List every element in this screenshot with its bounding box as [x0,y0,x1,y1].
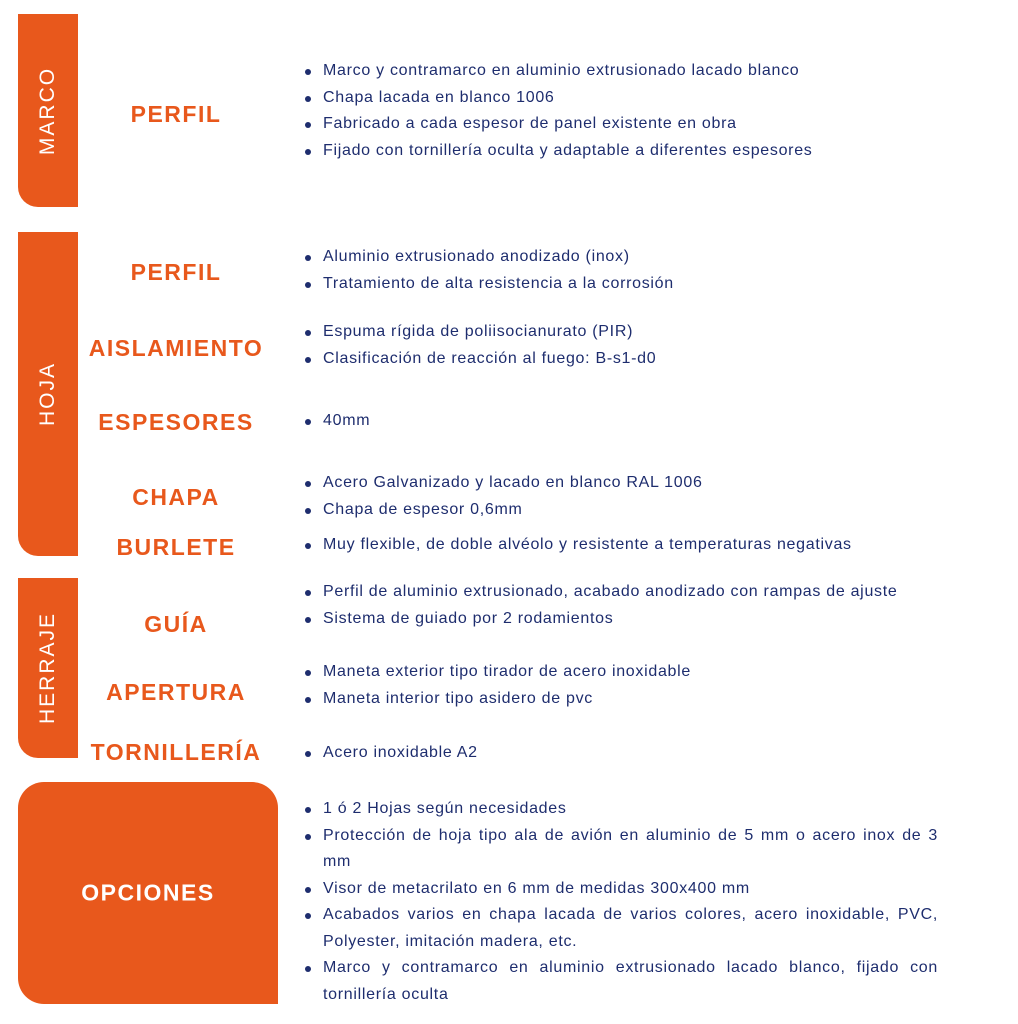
list-item: Marco y contramarco en aluminio extrusionado lacado blanco [302,58,938,85]
section-label-hoja: HOJA [36,361,59,427]
list-marco-perfil [302,58,938,164]
list-hoja-espesores [302,408,938,435]
list-item: Aluminio extrusionado anodizado (inox) [302,244,938,271]
section-box-opciones [18,782,278,1004]
category-herraje-tornilleria: TORNILLERÍA [90,739,262,765]
category-herraje-apertura: APERTURA [106,679,246,705]
list-item: Maneta exterior tipo tirador de acero inoxidable [302,659,938,686]
list-item: Fijado con tornillería oculta y adaptable a diferentes espesores [302,138,938,165]
category-hoja-burlete: BURLETE [116,534,236,560]
list-item: Maneta interior tipo asidero de pvc [302,686,938,713]
list-item: Chapa lacada en blanco 1006 [302,85,938,112]
section-label-opciones: OPCIONES [81,879,215,906]
list-item: Espuma rígida de poliisocianurato (PIR) [302,319,938,346]
list-herraje-guia [302,579,938,632]
list-item: Tratamiento de alta resistencia a la corrosión [302,271,938,298]
category-herraje-guia: GUÍA [144,611,208,637]
category-hoja-perfil: PERFIL [130,259,222,285]
category-hoja-espesores: ESPESORES [98,409,254,435]
list-item: Perfil de aluminio extrusionado, acabado anodizado con rampas de ajuste [302,579,938,606]
list-hoja-perfil [302,244,938,297]
category-hoja-aislamiento: AISLAMIENTO [88,335,264,361]
list-item: Clasificación de reacción al fuego: B-s1-d0 [302,346,938,373]
section-tab-hoja [18,232,78,556]
list-item: 40mm [302,408,938,435]
list-item: Visor de metacrilato en 6 mm de medidas 300x400 mm [302,876,938,903]
section-label-herraje: HERRAJE [36,611,59,725]
section-tab-marco [18,14,78,207]
list-hoja-burlete [302,532,938,559]
category-hoja-chapa: CHAPA [132,484,220,510]
list-item: Muy flexible, de doble alvéolo y resistente a temperaturas negativas [302,532,938,559]
list-item: 1 ó 2 Hojas según necesidades [302,796,938,823]
list-hoja-aislamiento [302,319,938,372]
list-herraje-tornilleria [302,740,938,767]
list-item: Fabricado a cada espesor de panel existente en obra [302,111,938,138]
list-item: Marco y contramarco en aluminio extrusionado lacado blanco, fijado con tornillería oculta [302,955,938,1008]
list-herraje-apertura [302,659,938,712]
list-item: Protección de hoja tipo ala de avión en aluminio de 5 mm o acero inox de 3 mm [302,823,938,876]
list-opciones [302,796,938,1008]
section-tab-herraje [18,578,78,758]
list-item: Acero inoxidable A2 [302,740,938,767]
list-item: Acero Galvanizado y lacado en blanco RAL 1006 [302,470,938,497]
list-item: Acabados varios en chapa lacada de varios colores, acero inoxidable, PVC, Polyester, imitación madera, etc. [302,902,938,955]
category-marco-perfil: PERFIL [130,101,222,127]
section-label-marco: MARCO [36,66,59,155]
list-item: Sistema de guiado por 2 rodamientos [302,606,938,633]
list-hoja-chapa [302,470,938,523]
list-item: Chapa de espesor 0,6mm [302,497,938,524]
